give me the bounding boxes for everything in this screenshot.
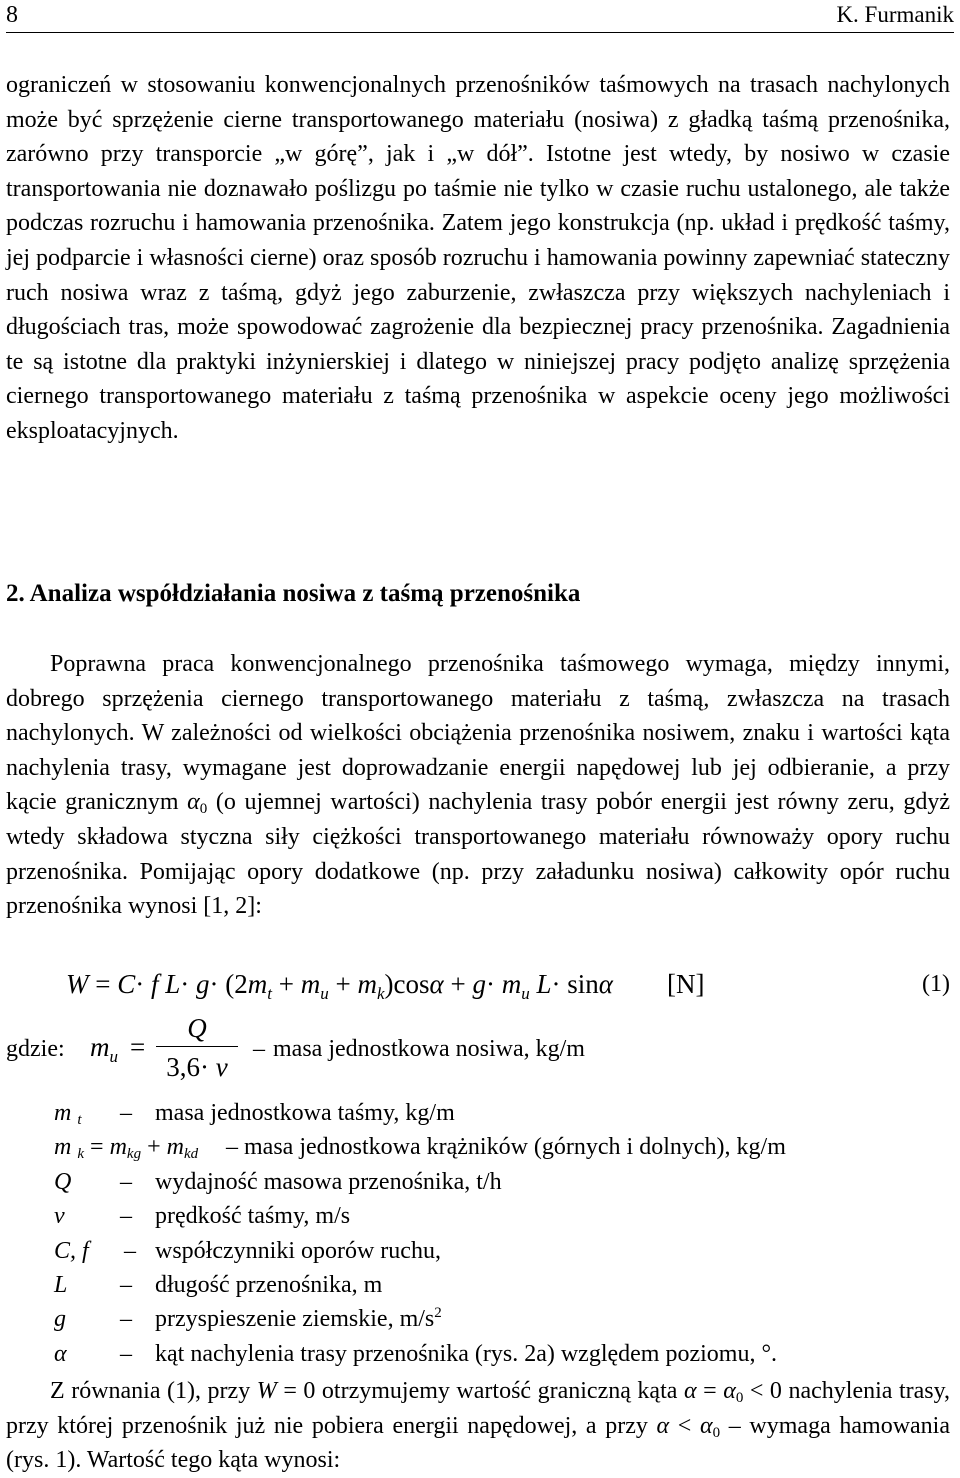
paragraph-limit-angle (6, 1374, 950, 1478)
running-head-author: K. Furmanik (836, 2, 954, 27)
eq-alpha: α (598, 969, 613, 999)
symbol-sub: kd (183, 1146, 199, 1163)
legend-row-mk (54, 1130, 944, 1164)
legend-description-text: przyspieszenie ziemskie, m/s (155, 1306, 435, 1333)
subscript-0: 0 (712, 1424, 721, 1441)
eq-plus: + (450, 969, 466, 999)
symbol-letter: m (54, 1134, 72, 1161)
legend-description: prędkość taśmy, m/s (155, 1203, 351, 1230)
legend-dash: – (124, 1237, 136, 1264)
eq-symbol-m: m (357, 969, 377, 999)
legend-row-g (54, 1302, 944, 1336)
legend-symbol: v (54, 1203, 65, 1230)
eq-equals: = (95, 969, 111, 999)
legend-symbol: α (54, 1340, 67, 1367)
legend-symbol: L (54, 1271, 68, 1298)
page-header (6, 2, 954, 33)
symbol-alpha: α (723, 1378, 736, 1404)
legend-dash: – (120, 1271, 132, 1298)
alpha-subscript: 0 (199, 801, 208, 818)
symbol-legend (54, 1096, 944, 1371)
eq-plus: + (278, 969, 295, 999)
legend-description: masa jednostkowa krążników (górnych i dolnych), kg/m (244, 1134, 786, 1161)
legend-row-Cf (54, 1234, 944, 1268)
paragraph-analysis (6, 647, 950, 924)
denominator-var: v (215, 1052, 228, 1082)
paragraph-intro-continued (6, 68, 950, 449)
eq-close-paren: ) (384, 969, 394, 999)
eq-symbol-L: L (165, 969, 181, 999)
legend-row-mt (54, 1096, 944, 1130)
legend-row-alpha (54, 1337, 944, 1371)
legend-description: długość przenośnika, m (155, 1271, 383, 1298)
eq-dot: · (551, 969, 561, 999)
eq-dot: · (180, 969, 190, 999)
eq-symbol-g: g (472, 969, 486, 999)
eq-symbol-m: m (247, 969, 268, 999)
symbol-sub: k (77, 1146, 85, 1163)
eq-sub-u: u (521, 984, 530, 1003)
eq-dot: · (135, 969, 145, 999)
mk-equals: = (90, 1134, 104, 1161)
symbol-alpha: α (700, 1412, 713, 1439)
legend-description: masa jednostkowa taśmy, kg/m (155, 1100, 455, 1126)
legend-symbol (54, 1096, 82, 1130)
equation-1-expression (66, 962, 704, 1006)
paragraph-text (6, 647, 950, 924)
symbol-mu (90, 1032, 118, 1066)
eq-sub-u: u (320, 984, 329, 1003)
eq-symbol-C: C (117, 969, 136, 999)
definition-dash: – (253, 1036, 265, 1062)
eq-alpha: α (429, 969, 444, 999)
legend-description: kąt nachylenia trasy przenośnika (rys. 2a) względem poziomu, °. (155, 1340, 778, 1367)
eq-symbol-L: L (536, 969, 552, 999)
text-run: < (677, 1412, 692, 1439)
text-run: – wymaga hamowania (rys. 1). Wartość tego kąta wynosi: (6, 1412, 951, 1474)
fraction-denominator (156, 1047, 238, 1087)
symbol-letter: m (166, 1134, 184, 1161)
definition-text: masa jednostkowa nosiwa, kg/m (273, 1036, 585, 1062)
denominator-number: 3,6 (166, 1052, 200, 1082)
eq-symbol-g: g (196, 969, 210, 999)
page-number: 8 (6, 2, 18, 28)
symbol-alpha: α (656, 1412, 670, 1439)
legend-row-Q (54, 1165, 944, 1199)
equation-mu-definition (6, 1010, 950, 1090)
legend-dash: – (120, 1340, 132, 1367)
legend-symbol: Q (54, 1168, 72, 1195)
superscript-2: 2 (434, 1305, 442, 1322)
eq-sub-t: t (267, 984, 273, 1003)
subscript-0: 0 (735, 1390, 744, 1406)
text-before-alpha: Poprawna praca konwencjonalnego przenośnika taśmowego wymaga, między innymi, dobrego sprzężenia ciernego transportowanego materiału z taśmą, zwłaszcza na trasach nachylonych. W zależności od wielkości obciążenia przenośnika nosiwem, znaku i wartości kąta nachylenia trasy, wymagane jest doprowadzanie energii napędowej lub jej odbieranie, a przy kącie granicznym (6, 651, 950, 816)
alpha-symbol: α (187, 789, 200, 816)
legend-dash: – (226, 1134, 238, 1161)
legend-row-L (54, 1268, 944, 1302)
eq-sub-k: k (377, 984, 385, 1003)
text-run: = 0 otrzymujemy wartość graniczną kąta (283, 1378, 678, 1404)
symbol-sub: kg (126, 1146, 142, 1163)
eq-symbol-m: m (501, 969, 522, 999)
legend-symbol (54, 1130, 198, 1164)
equation-1 (6, 962, 950, 1006)
text-run: Z równania (1), przy (50, 1378, 251, 1404)
legend-description: wydajność masowa przenośnika, t/h (155, 1168, 502, 1195)
legend-description: współczynniki oporów ruchu, (155, 1237, 441, 1264)
legend-dash: – (120, 1306, 132, 1333)
paragraph-text (6, 1374, 950, 1478)
text-after-alpha: (o ujemnej wartości) nachylenia trasy pobór energii jest równy zeru, gdyż wtedy składowa styczna siły ciężkości transportowanego materiału równoważy opory ruchu przenośnika. Pomijając opory dodatkowe (np. przy załadunku nosiwa) całkowity opór ruchu przenośnika wynosi [1, 2]: (6, 789, 951, 920)
where-label: gdzie: (6, 1036, 65, 1062)
eq-symbol-f: f (151, 969, 159, 999)
legend-row-v (54, 1199, 944, 1233)
eq-open-paren: (2 (225, 969, 248, 999)
eq-sin: sin (567, 969, 599, 999)
symbol-m: m (90, 1032, 110, 1062)
eq-unit: [N] (666, 969, 705, 999)
symbol-letter: m (54, 1100, 72, 1126)
eq-symbol-m: m (300, 969, 321, 999)
eq-dot: · (485, 969, 495, 999)
eq-plus: + (335, 969, 351, 999)
eq-cos: cos (393, 969, 430, 999)
eq-dot: · (209, 969, 219, 999)
symbol-letter: m (109, 1134, 127, 1161)
legend-dash: – (120, 1203, 132, 1230)
section-heading: 2. Analiza współdziałania nosiwa z taśmą przenośnika (6, 580, 581, 607)
mk-plus: + (147, 1134, 161, 1161)
symbol-alpha: α (683, 1378, 697, 1404)
symbol-sub: t (77, 1112, 82, 1128)
legend-description (155, 1302, 442, 1336)
symbol-W: W (256, 1378, 277, 1404)
text-run: = (703, 1378, 717, 1404)
legend-dash: – (120, 1168, 132, 1195)
legend-symbol: C, f (54, 1237, 89, 1264)
legend-dash: – (120, 1100, 132, 1126)
text-run: < 0 nachylenia trasy, przy której przenośnik już nie pobiera energii napędowej, a przy (6, 1378, 951, 1439)
equals-sign: = (130, 1032, 146, 1062)
fraction (156, 1010, 238, 1087)
symbol-sub-u: u (109, 1047, 118, 1066)
denominator-dot: · (200, 1052, 209, 1082)
paragraph-text: ograniczeń w stosowaniu konwencjonalnych przenośników taśmowych na trasach nachylonych może być sprzężenie cierne transportowanego materiału (nosiwa) z gładką taśmą przenośnika, zarówno przy transporcie „w górę”, jak i „w dół”. Istotne jest wtedy, by nosiwo w czasie transportowania nie doznawało poślizgu po taśmie nie tylko w czasie ruchu ustalonego, ale także podczas rozruchu i hamowania przenośnika. Zatem jego konstrukcja (np. układ i prędkość taśmy, jej podparcie i własności cierne) oraz sposób rozruchu i hamowania powinny zapewniać stateczny ruch nosiwa wraz z taśmą, gdyż jego zaburzenie, zwłaszcza przy większych nachyleniach i długościach tras, może spowodować zagrożenie dla bezpiecznej pracy przenośnika. Zagadnienia te są istotne dla praktyki inżynierskiej i dlatego w niniejszej pracy podjęto analizę sprzężenia ciernego transportowanego materiału z taśmą przenośnika w aspekcie oceny jego możliwości eksploatacyjnych. (6, 72, 950, 444)
equation-number: (1) (922, 971, 950, 997)
legend-symbol: g (54, 1306, 66, 1333)
fraction-numerator: Q (187, 1013, 207, 1043)
eq-symbol-W: W (66, 969, 89, 999)
